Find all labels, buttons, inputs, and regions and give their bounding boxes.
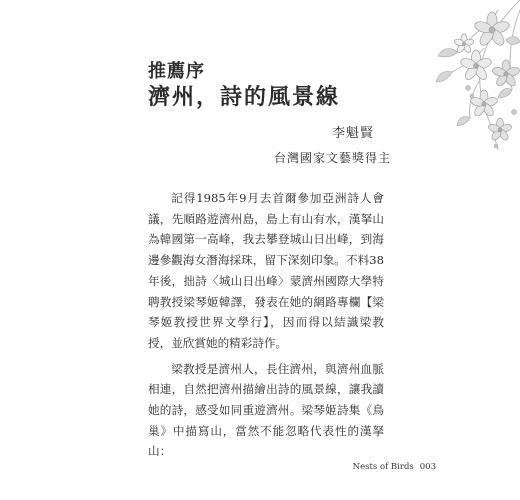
floral-ornament-icon	[380, 0, 520, 150]
page-number: 003	[419, 462, 436, 472]
author-affiliation: 台灣國家文藝獎得主	[274, 151, 392, 165]
page-footer	[353, 462, 436, 472]
author-name: 李魁賢	[331, 126, 374, 141]
paragraph: 記得1985年9月去首爾參加亞洲詩人會議，先順路遊濟州島，島上有山有水，漢拏山為韓國第一高峰，我去攀登城山日出峰，到海邊參觀海女潛海採珠，留下深刻印象。不料38年後，拙詩〈城山日出峰〉蒙濟州國際大學特聘教授梁琴姬韓譯，發表在她的網路專欄【梁琴姬教授世界文學行】，因而得以結識梁教授，並欣賞她的精彩詩作。	[148, 191, 384, 350]
paragraph: 梁教授是濟州人，長住濟州，與濟州血脈相連，自然把濟州描繪出詩的風景線，讓我讀她的詩，感受如同重遊濟州。梁琴姬詩集《鳥巢》中描寫山，當然不能忽略代表性的漢拏山：	[148, 361, 384, 459]
body-text	[148, 188, 384, 467]
section-kicker: 推薦序	[148, 61, 205, 82]
running-title: Nests of Birds	[352, 462, 414, 472]
chapter-title: 濟州，詩的風景線	[148, 84, 341, 110]
